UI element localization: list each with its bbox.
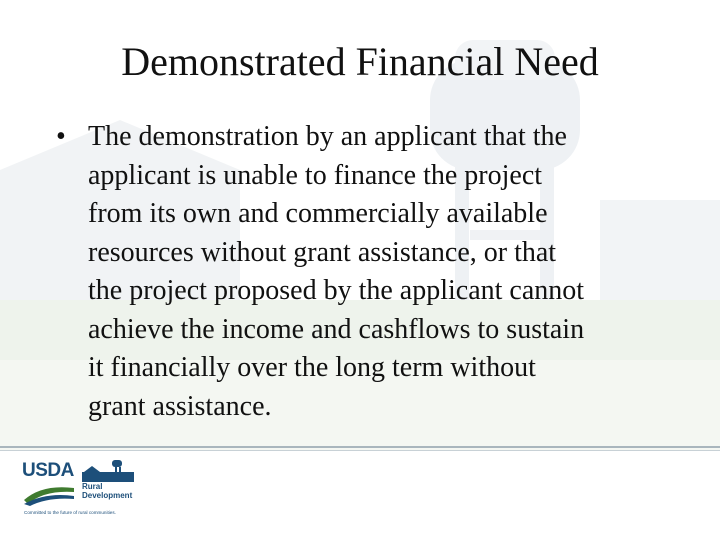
bullet-dot: • bbox=[56, 121, 66, 152]
rural-development-logo-icon bbox=[82, 460, 134, 482]
bullet-line: achieve the income and cashflows to sustain bbox=[88, 313, 585, 345]
bullet-list bbox=[56, 118, 676, 426]
bullet-line: applicant is unable to finance the project bbox=[88, 159, 543, 191]
rural-development-label: Rural Development bbox=[82, 482, 133, 500]
bullet-line: The demonstration by an applicant that the bbox=[88, 121, 567, 152]
usda-rural-development-logo bbox=[22, 458, 152, 522]
footer-divider-thin bbox=[0, 450, 720, 451]
bullet-item bbox=[56, 118, 676, 426]
usda-green-swoosh-icon bbox=[22, 482, 76, 506]
slide-title: Demonstrated Financial Need bbox=[121, 39, 599, 84]
footer-divider bbox=[0, 446, 720, 448]
bullet-line: from its own and commercially available bbox=[88, 198, 548, 229]
bullet-line: grant assistance. bbox=[88, 390, 272, 422]
bullet-line: resources without grant assistance, or that bbox=[88, 236, 557, 268]
bullet-line: the project proposed by the applicant cannot bbox=[88, 275, 585, 306]
usda-logo-icon: USDA bbox=[22, 460, 74, 481]
bullet-line: it financially over the long term without bbox=[88, 352, 536, 383]
tagline: Committed to the future of rural communities. bbox=[24, 510, 116, 515]
